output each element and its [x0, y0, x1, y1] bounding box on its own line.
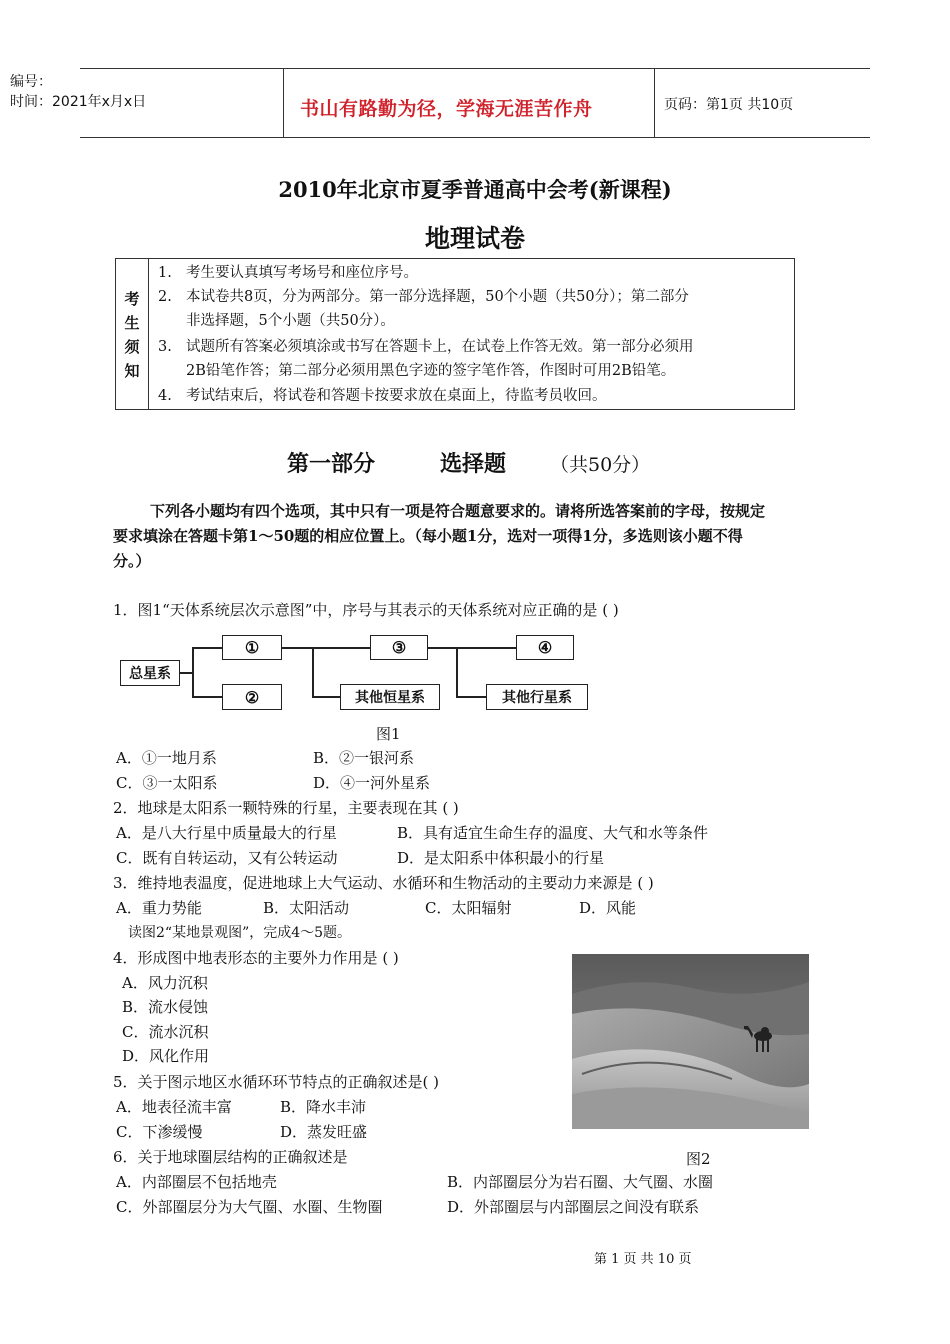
node-other-star-systems: 其他恒星系	[340, 684, 440, 710]
instruction-line: 分。）	[113, 552, 151, 570]
notice-item-text: 考生要认真填写考场号和座位序号。	[186, 265, 418, 281]
part-score: （共50分）	[550, 454, 651, 476]
option: C．外部圈层分为大气圈、水圈、生物圈	[116, 1198, 383, 1216]
header-divider	[283, 69, 284, 137]
option: B．太阳活动	[263, 899, 350, 917]
part-title: 第一部分	[287, 452, 376, 477]
notice-label-char: 知	[124, 362, 140, 380]
header-code: 编号：	[10, 74, 52, 90]
figure-1-caption: 图1	[376, 725, 401, 743]
option: C．既有自转运动，又有公转运动	[116, 849, 338, 867]
notice-item-text: 试题所有答案必须填涂或书写在答题卡上，在试卷上作答无效。第一部分必须用	[186, 339, 694, 355]
desert-landscape-image	[572, 954, 809, 1129]
notice-label-char: 生	[124, 314, 140, 332]
option: A．内部圈层不包括地壳	[116, 1173, 277, 1191]
header-page-info: 页码：第1页 共10页	[664, 97, 794, 113]
option: D．风能	[579, 899, 637, 917]
question-stem: 5．关于图示地区水循环环节特点的正确叙述是( )	[113, 1073, 440, 1091]
option: B．内部圈层分为岩石圈、大气圈、水圈	[447, 1173, 714, 1191]
notice-item-text: 本试卷共8页，分为两部分。第一部分选择题，50个小题（共50分）；第二部分	[186, 289, 689, 305]
diagram-connector	[428, 647, 516, 649]
notice-item-number: 2.	[158, 289, 172, 305]
node-4: ④	[516, 635, 574, 660]
notice-item-number: 4.	[158, 388, 172, 404]
diagram-connector	[312, 647, 314, 697]
notice-label-char: 考	[124, 290, 140, 308]
option: A．重力势能	[116, 899, 202, 917]
diagram-connector	[192, 647, 222, 649]
notice-item-text: 考试结束后，将试卷和答题卡按要求放在桌面上，待监考员收回。	[186, 388, 607, 404]
option: A．是八大行星中质量最大的行星	[116, 824, 337, 842]
header-motto: 书山有路勤为径，学海无涯苦作舟	[300, 98, 593, 120]
exam-title: 2010年北京市夏季普通高中会考(新课程)	[278, 177, 672, 202]
diagram-connector	[178, 672, 192, 674]
header-time: 时间：2021年x月x日	[10, 94, 147, 110]
diagram-connector	[456, 647, 458, 697]
question-stem: 2．地球是太阳系一颗特殊的行星，主要表现在其 ( )	[113, 799, 459, 817]
instruction-line: 下列各小题均有四个选项，其中只有一项是符合题意要求的。请将所选答案前的字母，按规定	[150, 502, 766, 520]
option: A．风力沉积	[122, 974, 208, 992]
option: B．流水侵蚀	[122, 998, 209, 1016]
notice-item-number: 3.	[158, 339, 172, 355]
figure-2-desert-photo	[572, 954, 809, 1129]
part-subtitle: 选择题	[440, 452, 507, 477]
question-stem: 6．关于地球圈层结构的正确叙述是	[113, 1148, 348, 1166]
option: D．外部圈层与内部圈层之间没有联系	[447, 1198, 700, 1216]
diagram-connector	[282, 647, 370, 649]
node-1: ①	[222, 635, 282, 660]
option: D．风化作用	[122, 1047, 210, 1065]
diagram-connector	[456, 696, 486, 698]
diagram-connector	[192, 647, 194, 697]
notice-item-text: 非选择题，5个小题（共50分）。	[186, 313, 395, 329]
option: C．③一太阳系	[116, 774, 218, 792]
figure-1-diagram	[116, 630, 596, 715]
option: A．①一地月系	[116, 749, 217, 767]
option: C．太阳辐射	[425, 899, 512, 917]
question-stem: 3．维持地表温度，促进地球上大气运动、水循环和生物活动的主要动力来源是 ( )	[113, 874, 654, 892]
notice-label	[123, 287, 141, 383]
instruction-line: 要求填涂在答题卡第1～50题的相应位置上。（每小题1分，选对一项得1分，多选则该小题不得	[113, 527, 743, 545]
header-divider	[654, 69, 655, 137]
notice-label-char: 须	[124, 338, 140, 356]
notice-item-number: 1.	[158, 265, 172, 281]
node-universe: 总星系	[120, 660, 180, 686]
subject-title: 地理试卷	[424, 224, 525, 253]
option: A．地表径流丰富	[116, 1098, 232, 1116]
question-stem: 1．图1“天体系统层次示意图”中，序号与其表示的天体系统对应正确的是 ( )	[113, 601, 619, 619]
question-stem: 4．形成图中地表形态的主要外力作用是 ( )	[113, 949, 399, 967]
option: C．流水沉积	[122, 1023, 209, 1041]
option: B．②一银河系	[313, 749, 415, 767]
node-3: ③	[370, 635, 428, 660]
figure-2-caption: 图2	[686, 1150, 711, 1168]
reading-prompt: 读图2“某地景观图”，完成4～5题。	[128, 925, 352, 941]
option: D．④一河外星系	[313, 774, 431, 792]
option: C．下渗缓慢	[116, 1123, 203, 1141]
node-2: ②	[222, 684, 282, 710]
diagram-connector	[192, 696, 222, 698]
option: D．是太阳系中体积最小的行星	[397, 849, 605, 867]
diagram-connector	[312, 696, 340, 698]
notice-divider	[148, 259, 149, 409]
notice-item-text: 2B铅笔作答；第二部分必须用黑色字迹的签字笔作答，作图时可用2B铅笔。	[186, 363, 676, 379]
page-footer: 第 1 页 共 10 页	[594, 1252, 692, 1267]
option: D．蒸发旺盛	[280, 1123, 368, 1141]
node-other-planet-systems: 其他行星系	[486, 684, 588, 710]
option: B．具有适宜生命生存的温度、大气和水等条件	[397, 824, 709, 842]
option: B．降水丰沛	[280, 1098, 367, 1116]
